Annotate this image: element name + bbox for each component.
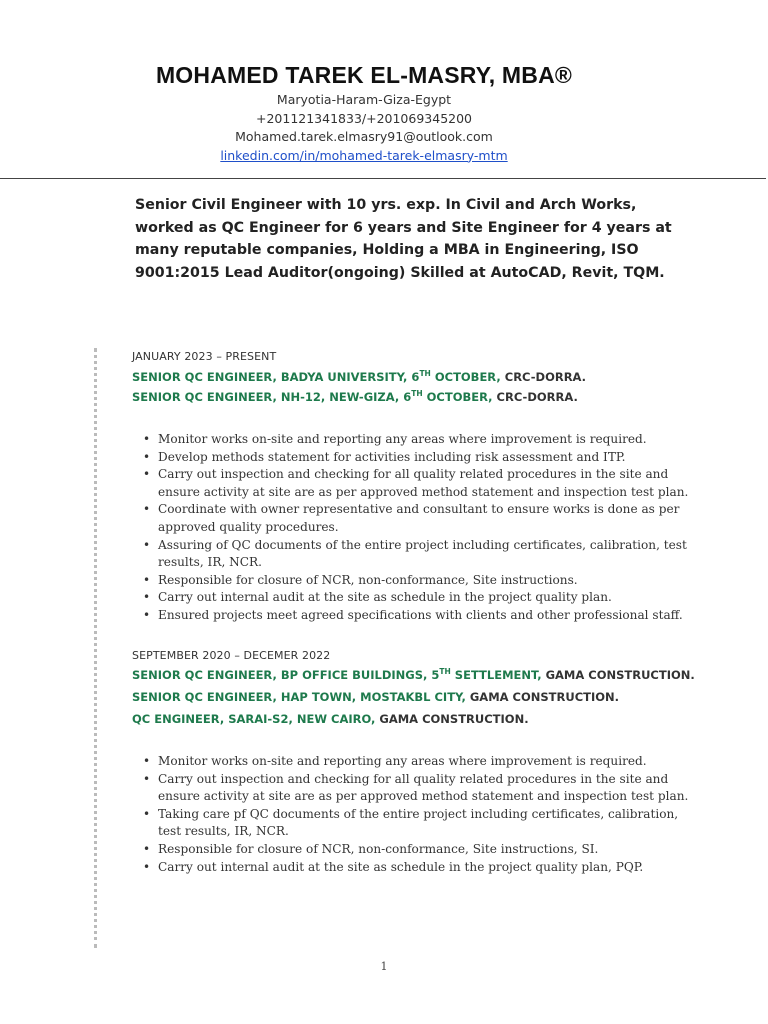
- role-company: CRC-DORRA.: [492, 389, 578, 404]
- duties-list: [140, 753, 703, 876]
- job-role: [132, 690, 619, 704]
- role-company: GAMA CONSTRUCTION.: [375, 712, 529, 726]
- job-date: SEPTEMBER 2020 – DECEMER 2022: [132, 649, 331, 662]
- page-number: 1: [380, 960, 388, 973]
- role-company: GAMA CONSTRUCTION.: [465, 690, 620, 704]
- job-date: JANUARY 2023 – PRESENT: [132, 350, 277, 363]
- phone-text: +201121341833/+201069345200: [255, 110, 473, 126]
- role-title-sup: TH: [439, 667, 451, 676]
- job-role: [132, 712, 529, 726]
- timeline-dotted-line: [94, 348, 97, 948]
- role-title-end: OCTOBER,: [430, 369, 501, 384]
- duty-item: • Assuring of QC documents of the entire project including certificates, calibration, test results, IR, NCR.: [158, 537, 703, 572]
- duty-item: • Carry out inspection and checking for all quality related procedures in the site and ensure activity at site are as per approved method statement and inspection test plan.: [158, 771, 703, 806]
- role-title: QC ENGINEER, SARAI-S2, NEW CAIRO,: [132, 712, 376, 726]
- professional-summary: Senior Civil Engineer with 10 yrs. exp. In Civil and Arch Works, worked as QC Engineer for 6 years and Site Engineer for 4 years at many reputable companies, Holding a MBA in Engineering, ISO 9001:2015 Lead Auditor(ongoing) Skilled at AutoCAD, Revit, TQM.: [135, 197, 672, 281]
- role-title-sup: TH: [419, 369, 431, 378]
- role-title: SENIOR QC ENGINEER, HAP TOWN, MOSTAKBL CITY,: [132, 690, 466, 704]
- contact-block: [0, 91, 768, 165]
- role-title-sup: TH: [411, 389, 423, 398]
- duty-item: • Responsible for closure of NCR, non-conformance, Site instructions, SI.: [158, 841, 703, 859]
- role-title-end: OCTOBER,: [422, 389, 493, 404]
- resume-name: MOHAMED TAREK EL-MASRY, MBA®: [155, 62, 573, 88]
- role-title-end: SETTLEMENT,: [450, 667, 542, 682]
- address-text: Maryotia-Haram-Giza-Egypt: [276, 92, 452, 107]
- duty-item: • Carry out internal audit at the site as schedule in the project quality plan.: [158, 589, 703, 607]
- role-company: GAMA CONSTRUCTION.: [541, 667, 695, 682]
- linkedin-link[interactable]: linkedin.com/in/mohamed-tarek-elmasry-mtm: [220, 147, 508, 163]
- duty-item: • Coordinate with owner representative and consultant to ensure works is done as per approved quality procedures.: [158, 501, 703, 536]
- duty-item: • Carry out inspection and checking for all quality related procedures in the site and ensure activity at site are as per approved method statement and inspection test plan.: [158, 466, 703, 501]
- role-title: SENIOR QC ENGINEER, NH-12, NEW-GIZA, 6: [132, 389, 412, 404]
- duty-item: • Monitor works on-site and reporting any areas where improvement is required.: [158, 431, 703, 449]
- duty-item: • Responsible for closure of NCR, non-conformance, Site instructions.: [158, 572, 703, 590]
- role-title: SENIOR QC ENGINEER, BP OFFICE BUILDINGS, 5: [132, 667, 440, 682]
- job-role: [132, 389, 578, 404]
- job-role: [132, 667, 695, 682]
- job-role: [132, 369, 586, 384]
- email-text: Mohamed.tarek.elmasry91@outlook.com: [235, 129, 493, 144]
- duties-list: [140, 431, 703, 625]
- header-divider: [0, 178, 766, 179]
- role-company: CRC-DORRA.: [500, 369, 587, 384]
- duty-item: • Monitor works on-site and reporting any areas where improvement is required.: [158, 753, 703, 771]
- duty-item: • Ensured projects meet agreed specifications with clients and other professional staff.: [158, 607, 703, 625]
- duty-item: • Develop methods statement for activities including risk assessment and ITP.: [158, 449, 703, 467]
- duty-item: • Carry out internal audit at the site as schedule in the project quality plan, PQP.: [158, 859, 703, 877]
- role-title: SENIOR QC ENGINEER, BADYA UNIVERSITY, 6: [132, 369, 420, 384]
- duty-item: • Taking care pf QC documents of the entire project including certificates, calibration, test results, IR, NCR.: [158, 806, 703, 841]
